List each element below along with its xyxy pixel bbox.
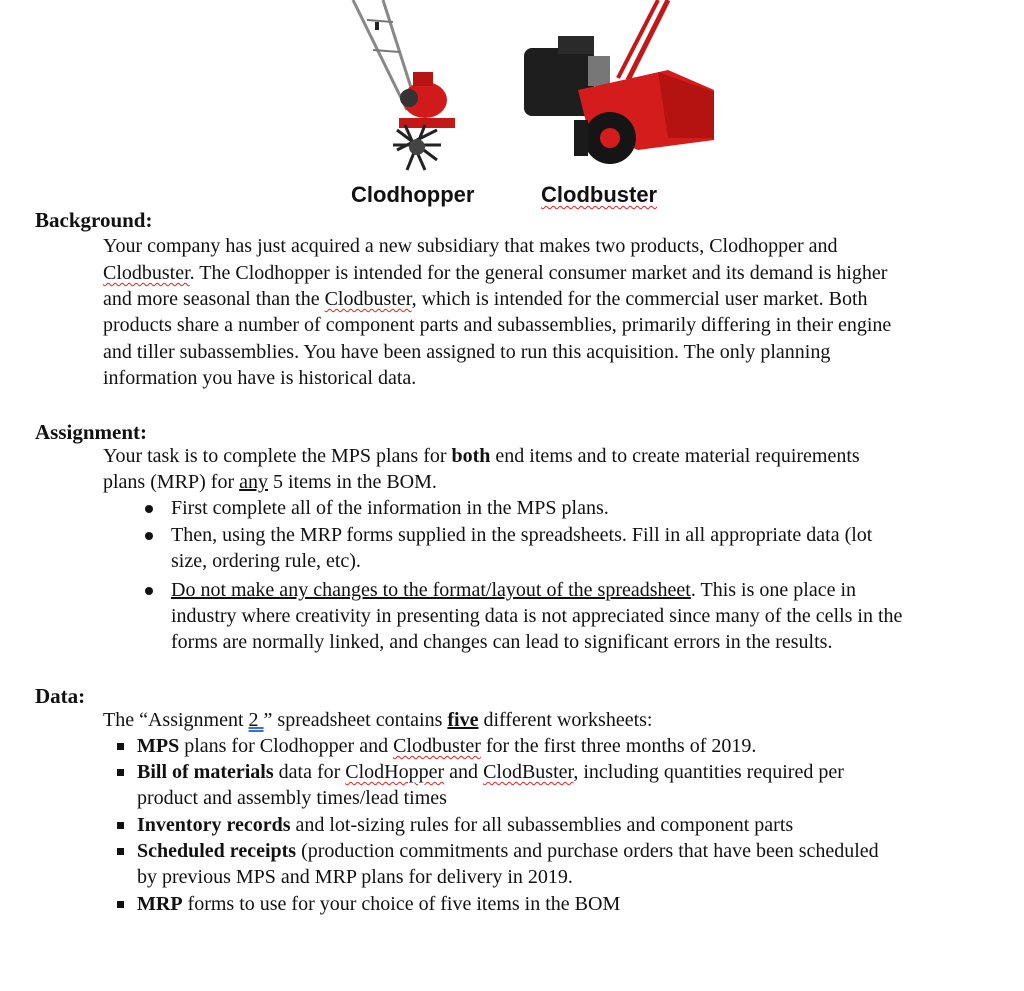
- data-intro-c: ” spreadsheet contains: [263, 709, 448, 731]
- data-item-2-bold: Bill of materials: [137, 761, 274, 783]
- data-intro-number: 2: [248, 709, 264, 731]
- clodhopper-term: ClodHopper: [345, 761, 445, 783]
- assignment-bullet-3-line-3: forms are normally linked, and changes can lead to significant errors in the results.: [171, 631, 833, 653]
- data-item-2-line-2: product and assembly times/lead times: [137, 787, 447, 809]
- data-heading: Data:: [35, 684, 86, 708]
- bullet-square-icon: [117, 769, 124, 776]
- assignment-line-2c: 5 items in the BOM.: [268, 471, 437, 493]
- data-item-1-b: plans for Clodhopper and: [179, 735, 394, 757]
- assignment-bullet-2-line-2: size, ordering rule, etc).: [171, 550, 361, 572]
- data-item-2-d: and: [444, 761, 484, 783]
- data-item-5: [137, 893, 620, 916]
- data-item-3-bold: Inventory records: [137, 814, 291, 836]
- data-intro: [103, 709, 652, 732]
- assignment-line-1: [103, 445, 860, 468]
- data-item-3-b: and lot-sizing rules for all subassemblies and component parts: [290, 814, 794, 836]
- clodbuster-term: ClodBuster: [483, 761, 574, 783]
- assignment-any: any: [239, 471, 268, 493]
- assignment-line-2a: plans (MRP) for: [103, 471, 240, 493]
- data-item-2-f: , including quantities required per: [573, 761, 844, 783]
- assignment-bullet-2-line-1: Then, using the MRP forms supplied in the spreadsheets. Fill in all appropriate data (lot: [171, 524, 873, 546]
- data-item-1-bold: MPS: [137, 735, 180, 757]
- bullet-square-icon: [117, 822, 124, 829]
- data-item-2-b: data for: [273, 761, 346, 783]
- background-line-3: [103, 288, 868, 311]
- clodhopper-caption: Clodhopper: [351, 182, 475, 207]
- background-line-6: information you have is historical data.: [103, 367, 417, 389]
- background-line-4: products share a number of component parts and subassemblies, primarily differing in their engine: [103, 314, 892, 336]
- data-item-5-b: forms to use for your choice of five items in the BOM: [182, 893, 621, 915]
- data-item-4: [137, 840, 879, 863]
- background-line-3a: and more seasonal than the: [103, 288, 325, 310]
- data-intro-five: five: [447, 709, 479, 731]
- assignment-bullet-3-line-2: industry where creativity in presenting data is not appreciated since many of the cells in the: [171, 605, 903, 627]
- data-item-3: [137, 814, 793, 837]
- assignment-both: both: [451, 445, 491, 467]
- data-item-4-b: (production commitments and purchase orders that have been scheduled: [296, 840, 879, 862]
- clodbuster-term: Clodbuster: [103, 262, 190, 284]
- assignment-bullet-1: First complete all of the information in the MPS plans.: [171, 497, 609, 519]
- data-item-5-bold: MRP: [137, 893, 183, 915]
- clodbuster-image: [518, 0, 718, 172]
- bullet-dot-icon: [145, 587, 153, 595]
- data-item-4-line-2: by previous MPS and MRP plans for delivery in 2019.: [137, 866, 573, 888]
- assignment-bullet-3-line-1: [171, 579, 856, 602]
- bullet-square-icon: [117, 743, 124, 750]
- background-line-5: and tiller subassemblies. You have been assigned to run this acquisition. The only planning: [103, 341, 831, 363]
- data-item-4-bold: Scheduled receipts: [137, 840, 297, 862]
- background-line-2-text: . The Clodhopper is intended for the general consumer market and its demand is higher: [189, 262, 888, 284]
- bullet-square-icon: [117, 848, 124, 855]
- assignment-line-1a: Your task is to complete the MPS plans for: [103, 445, 452, 467]
- clodbuster-term: Clodbuster: [393, 735, 481, 757]
- assignment-line-1c: end items and to create material requirements: [490, 445, 860, 467]
- bullet-dot-icon: [145, 532, 153, 540]
- background-line-2: [103, 262, 887, 285]
- data-intro-a: The “Assignment: [103, 709, 249, 731]
- data-intro-e: different worksheets:: [478, 709, 653, 731]
- background-heading: Background:: [35, 208, 153, 232]
- data-item-1: [137, 735, 756, 758]
- assignment-heading: Assignment:: [35, 420, 148, 444]
- background-line-1: Your company has just acquired a new subsidiary that makes two products, Clodhopper and: [103, 235, 838, 257]
- bullet-dot-icon: [145, 505, 153, 513]
- clodbuster-term: Clodbuster: [324, 288, 412, 310]
- data-item-1-d: for the first three months of 2019.: [480, 735, 757, 757]
- no-changes-warning: Do not make any changes to the format/layout of the spreadsheet: [171, 579, 691, 601]
- clodhopper-image: [345, 0, 465, 180]
- clodbuster-caption: Clodbuster: [541, 182, 658, 207]
- assignment-bullet-3-line-1b: . This is one place in: [690, 579, 856, 601]
- data-item-2: [137, 761, 844, 784]
- assignment-line-2: [103, 471, 437, 494]
- bullet-square-icon: [117, 901, 124, 908]
- background-line-3c: , which is intended for the commercial user market. Both: [411, 288, 868, 310]
